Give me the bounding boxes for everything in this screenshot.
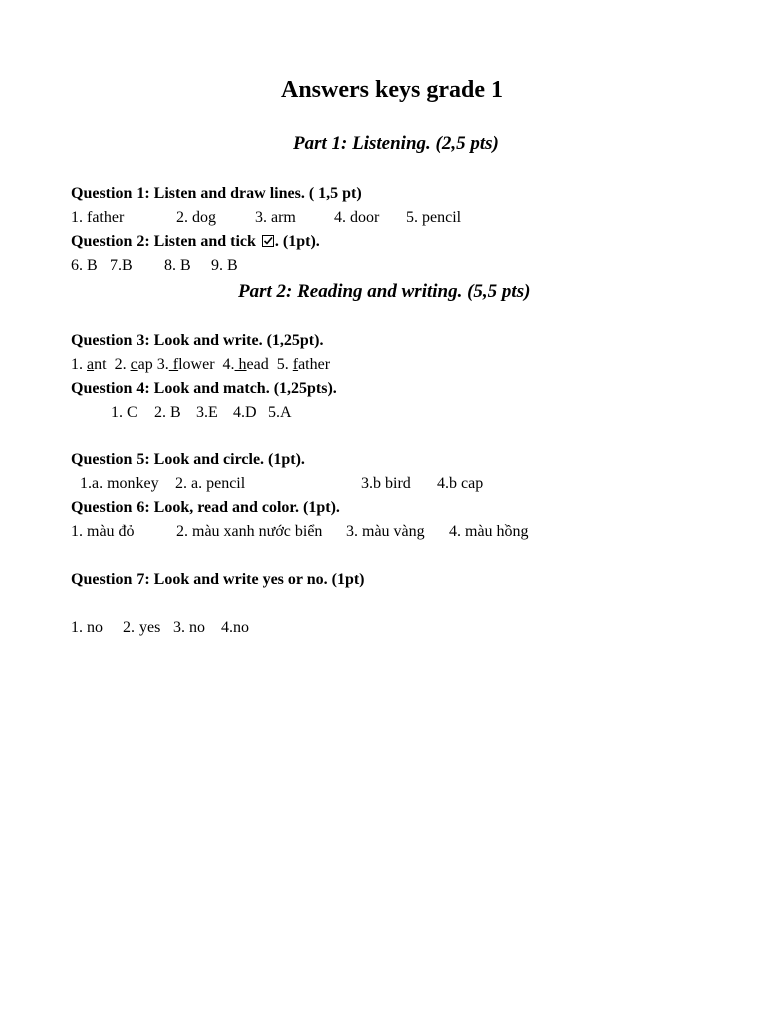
question4-answer-2: 2. B [154,404,181,421]
question3-item-2 [115,356,153,373]
question2-heading-points: . (1pt). [274,233,320,250]
question6-answer-2: 2. màu xanh nước biển [176,523,323,540]
checked-box-icon [262,235,274,247]
part2-heading: Part 2: Reading and writing. (5,5 pts) [238,281,531,302]
item-rest: nt [94,356,107,373]
underlined-letter: f [168,356,179,373]
question3-item-1 [71,356,107,373]
question1-answer-2: 2. dog [176,209,216,226]
question2-answer-4: 9. B [211,257,238,274]
underlined-letter: c [130,356,138,373]
item-number: 1. [71,356,83,373]
item-rest: ead [246,356,269,373]
item-number: 2. [114,356,127,373]
question2-answer-3: 8. B [164,257,191,274]
question5-answer-1: 1.a. monkey [80,475,159,492]
question7-answer-4: 4.no [221,619,249,636]
question3-item-3 [157,356,215,373]
item-number: 3. [156,356,169,373]
question2-heading [71,234,320,250]
question2-heading-text: Question 2: Listen and tick [71,233,256,250]
question3-item-5 [277,356,330,373]
question4-answer-3: 3.E [196,404,218,421]
question6-answer-4: 4. màu hồng [449,523,529,540]
question3-heading: Question 3: Look and write. (1,25pt). [71,332,324,349]
question4-heading: Question 4: Look and match. (1,25pts). [71,380,337,397]
question6-answer-1: 1. màu đỏ [71,523,135,540]
question6-answer-3: 3. màu vàng [346,523,425,540]
item-rest: ather [298,356,331,373]
question7-heading: Question 7: Look and write yes or no. (1pt) [71,571,365,588]
question5-answer-4: 4.b cap [437,475,484,492]
question4-answer-1: 1. C [111,404,138,421]
question5-answer-3: 3.b bird [361,475,411,492]
question1-answer-3: 3. arm [255,209,296,226]
item-number: 5. [276,356,289,373]
page-title: Answers keys grade 1 [281,77,503,103]
question1-answer-5: 5. pencil [406,209,462,226]
question6-heading: Question 6: Look, read and color. (1pt). [71,499,340,516]
question1-answer-1: 1. father [71,209,125,226]
question2-answer-2: 7.B [110,257,133,274]
question7-answer-1: 1. no [71,619,103,636]
item-rest: lower [178,356,215,373]
part1-heading: Part 1: Listening. (2,5 pts) [293,133,499,154]
question7-answer-2: 2. yes [123,619,161,636]
underlined-letter: h [234,356,247,373]
question4-answer-5: 5.A [268,404,292,421]
question4-answer-4: 4.D [233,404,257,421]
question5-answer-2: 2. a. pencil [175,475,246,492]
question1-answer-4: 4. door [334,209,380,226]
underlined-letter: a [87,356,95,373]
question7-answer-3: 3. no [173,619,205,636]
question3-item-4 [223,356,269,373]
underlined-letter: f [292,356,299,373]
item-rest: ap [137,356,153,373]
question1-heading: Question 1: Listen and draw lines. ( 1,5 pt) [71,185,362,202]
item-number: 4. [222,356,235,373]
question5-heading: Question 5: Look and circle. (1pt). [71,451,305,468]
question2-answer-1: 6. B [71,257,98,274]
question3-answers [71,357,330,373]
